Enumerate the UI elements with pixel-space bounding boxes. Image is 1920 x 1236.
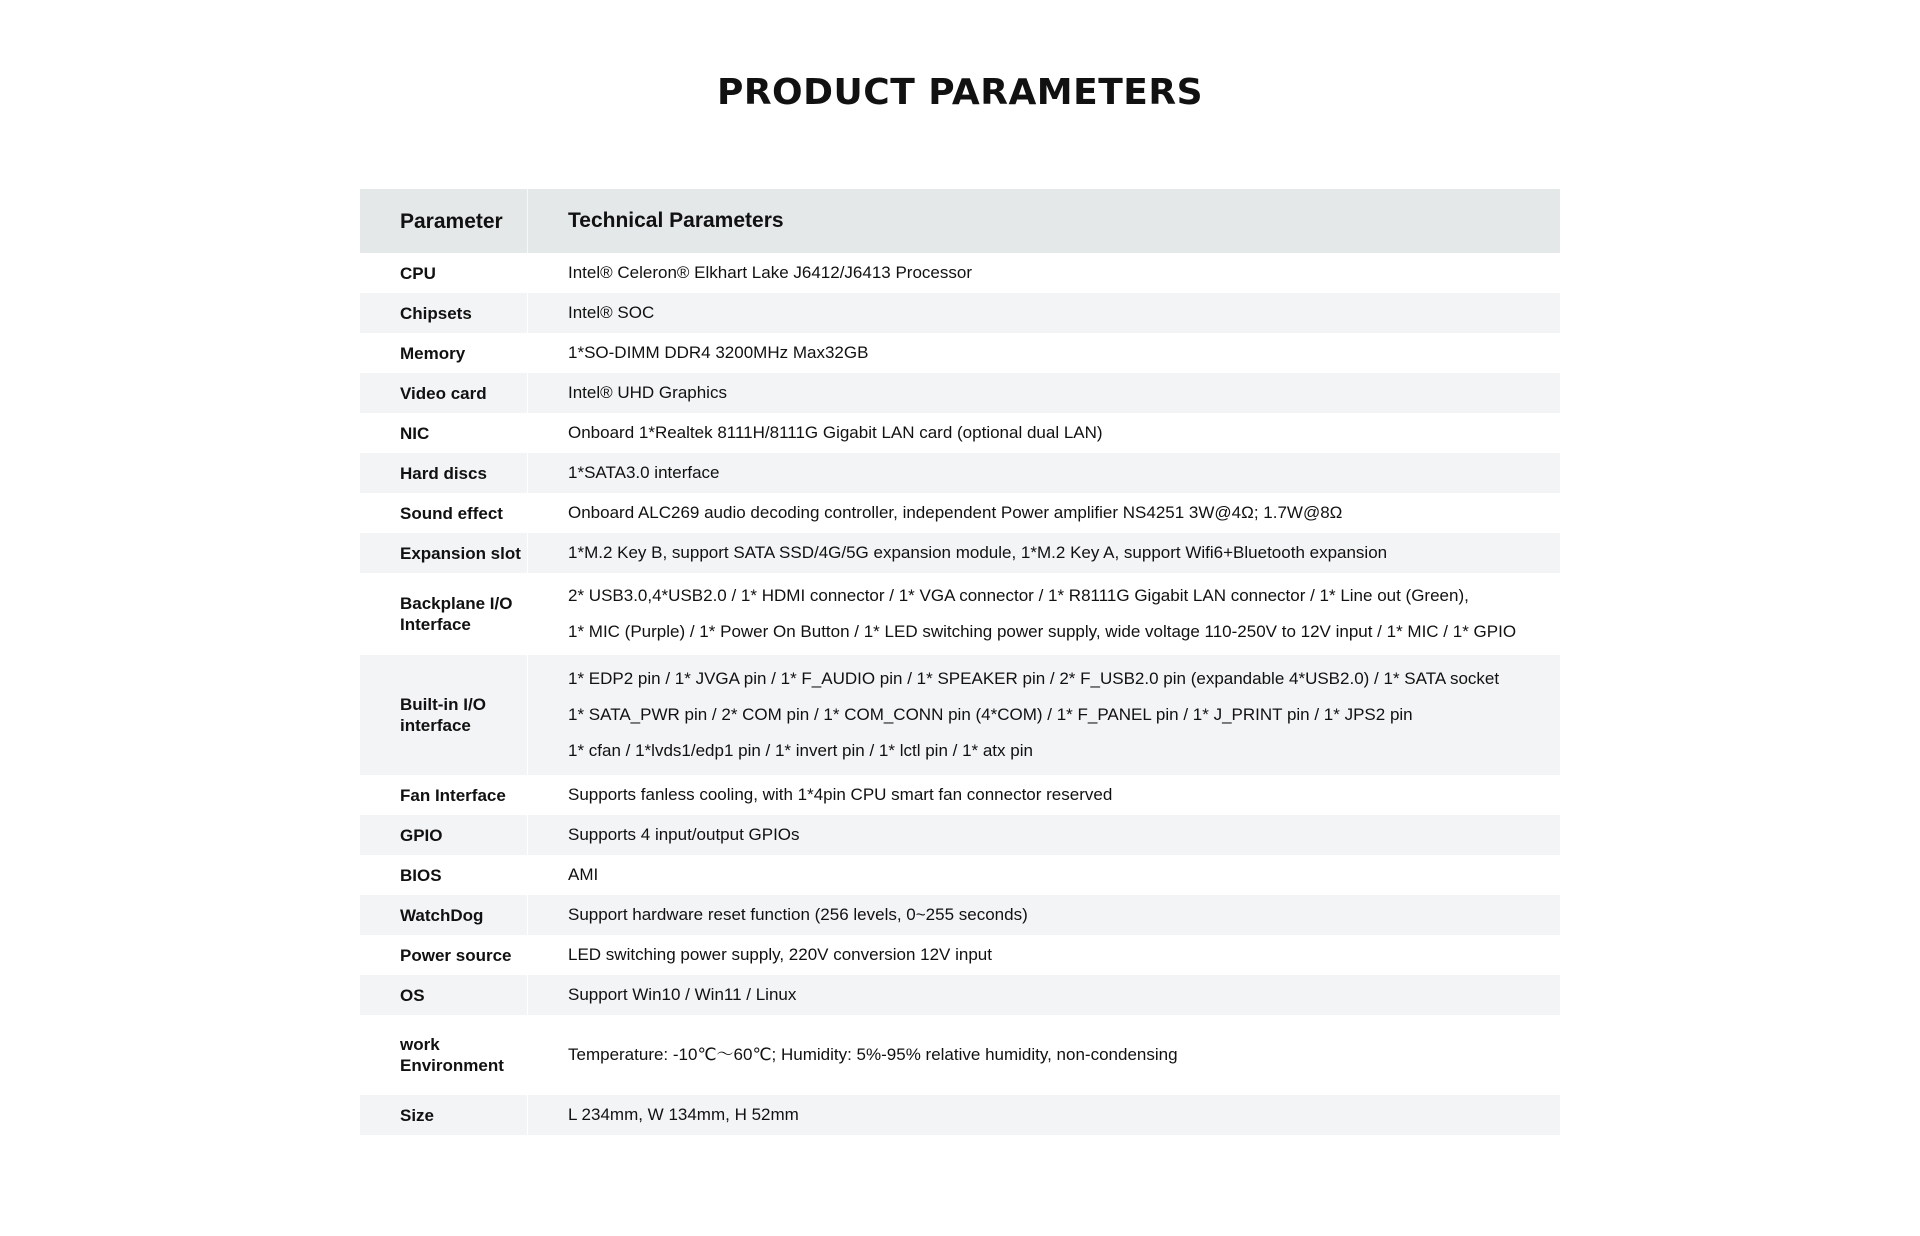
parameter-name: Video card bbox=[360, 373, 528, 413]
parameter-value-line: 1* cfan / 1*lvds1/edp1 pin / 1* invert pin / 1* lctl pin / 1* atx pin bbox=[568, 741, 1033, 760]
table-row bbox=[360, 293, 1560, 333]
parameter-value bbox=[528, 975, 1560, 1015]
parameter-value bbox=[528, 775, 1560, 815]
parameter-value-line: 1* SATA_PWR pin / 2* COM pin / 1* COM_CONN pin (4*COM) / 1* F_PANEL pin / 1* J_PRINT pin / 1* JPS2 pin bbox=[568, 705, 1413, 724]
table-row bbox=[360, 895, 1560, 935]
parameter-value bbox=[528, 1095, 1560, 1135]
parameter-name: OS bbox=[360, 975, 528, 1015]
table-row bbox=[360, 453, 1560, 493]
parameter-value-line: 1* MIC (Purple) / 1* Power On Button / 1* LED switching power supply, wide voltage 110-250V to 12V input / 1* MIC / 1* GPIO bbox=[568, 622, 1517, 641]
parameter-name: Expansion slot bbox=[360, 533, 528, 573]
parameter-name: GPIO bbox=[360, 815, 528, 855]
parameter-value-line: Intel® Celeron® Elkhart Lake J6412/J6413 Processor bbox=[568, 263, 972, 282]
parameter-name: BIOS bbox=[360, 855, 528, 895]
parameter-value-line: Temperature: -10℃～60℃; Humidity: 5%-95% relative humidity, non-condensing bbox=[568, 1045, 1178, 1064]
parameter-value bbox=[528, 373, 1560, 413]
parameter-value bbox=[528, 413, 1560, 453]
parameter-value bbox=[528, 815, 1560, 855]
parameter-value bbox=[528, 453, 1560, 493]
parameter-value bbox=[528, 293, 1560, 333]
parameter-value-line: Support hardware reset function (256 levels, 0~255 seconds) bbox=[568, 905, 1028, 924]
table-body bbox=[360, 253, 1560, 1135]
parameter-value-line: Onboard ALC269 audio decoding controller, independent Power amplifier NS4251 3W@4Ω; 1.7W@8Ω bbox=[568, 503, 1343, 522]
table-row bbox=[360, 815, 1560, 855]
parameter-value bbox=[528, 655, 1560, 775]
parameter-name: NIC bbox=[360, 413, 528, 453]
table-row bbox=[360, 935, 1560, 975]
parameter-name: CPU bbox=[360, 253, 528, 293]
table-row bbox=[360, 573, 1560, 655]
table-row bbox=[360, 413, 1560, 453]
parameter-value-line: AMI bbox=[568, 865, 599, 884]
parameter-value-line: 1*M.2 Key B, support SATA SSD/4G/5G expansion module, 1*M.2 Key A, support Wifi6+Bluetooth expansion bbox=[568, 543, 1388, 562]
table-row bbox=[360, 775, 1560, 815]
parameters-table bbox=[360, 189, 1560, 1135]
parameter-value bbox=[528, 333, 1560, 373]
parameter-value bbox=[528, 855, 1560, 895]
parameter-value-line: Supports 4 input/output GPIOs bbox=[568, 825, 800, 844]
parameter-name: Memory bbox=[360, 333, 528, 373]
page-title: PRODUCT PARAMETERS bbox=[716, 72, 1204, 113]
parameter-value bbox=[528, 533, 1560, 573]
table-row bbox=[360, 533, 1560, 573]
parameter-name: Power source bbox=[360, 935, 528, 975]
parameter-name: WatchDog bbox=[360, 895, 528, 935]
parameter-value bbox=[528, 895, 1560, 935]
parameter-name: Fan Interface bbox=[360, 775, 528, 815]
header-technical-parameters: Technical Parameters bbox=[568, 209, 784, 232]
table-row bbox=[360, 855, 1560, 895]
table-row bbox=[360, 373, 1560, 413]
parameter-name: Built-in I/O interface bbox=[360, 655, 528, 775]
table-row bbox=[360, 333, 1560, 373]
table-row bbox=[360, 1095, 1560, 1135]
parameter-value-line: L 234mm, W 134mm, H 52mm bbox=[568, 1105, 799, 1124]
parameter-name: Sound effect bbox=[360, 493, 528, 533]
parameter-name: Backplane I/O Interface bbox=[360, 573, 528, 655]
parameter-name: work Environment bbox=[360, 1015, 528, 1095]
parameter-name: Size bbox=[360, 1095, 528, 1135]
table-row bbox=[360, 975, 1560, 1015]
parameter-value-line: Supports fanless cooling, with 1*4pin CPU smart fan connector reserved bbox=[568, 785, 1113, 804]
parameter-value bbox=[528, 573, 1560, 655]
parameter-value-line: 1* EDP2 pin / 1* JVGA pin / 1* F_AUDIO pin / 1* SPEAKER pin / 2* F_USB2.0 pin (expandable 4*USB2.0) / 1* SATA socket bbox=[568, 669, 1500, 688]
parameter-value bbox=[528, 493, 1560, 533]
parameter-value-line: Intel® SOC bbox=[568, 303, 655, 322]
parameter-value-line: 2* USB3.0,4*USB2.0 / 1* HDMI connector / 1* VGA connector / 1* R8111G Gigabit LAN connector / 1* Line out (Green), bbox=[568, 586, 1469, 605]
parameter-value-line: 1*SATA3.0 interface bbox=[568, 463, 720, 482]
table-row bbox=[360, 1015, 1560, 1095]
parameter-name: Hard discs bbox=[360, 453, 528, 493]
parameter-value-line: Support Win10 / Win11 / Linux bbox=[568, 985, 797, 1004]
parameter-value-line: LED switching power supply, 220V conversion 12V input bbox=[568, 945, 992, 964]
table-header-row bbox=[360, 189, 1560, 253]
parameter-value bbox=[528, 935, 1560, 975]
parameter-value bbox=[528, 253, 1560, 293]
parameter-value-line: 1*SO-DIMM DDR4 3200MHz Max32GB bbox=[568, 343, 869, 362]
header-parameter: Parameter bbox=[360, 189, 528, 253]
parameter-value bbox=[528, 1015, 1560, 1095]
parameter-value-line: Onboard 1*Realtek 8111H/8111G Gigabit LAN card (optional dual LAN) bbox=[568, 423, 1103, 442]
table-row bbox=[360, 655, 1560, 775]
table-row bbox=[360, 253, 1560, 293]
table-row bbox=[360, 493, 1560, 533]
parameter-value-line: Intel® UHD Graphics bbox=[568, 383, 727, 402]
parameter-name: Chipsets bbox=[360, 293, 528, 333]
